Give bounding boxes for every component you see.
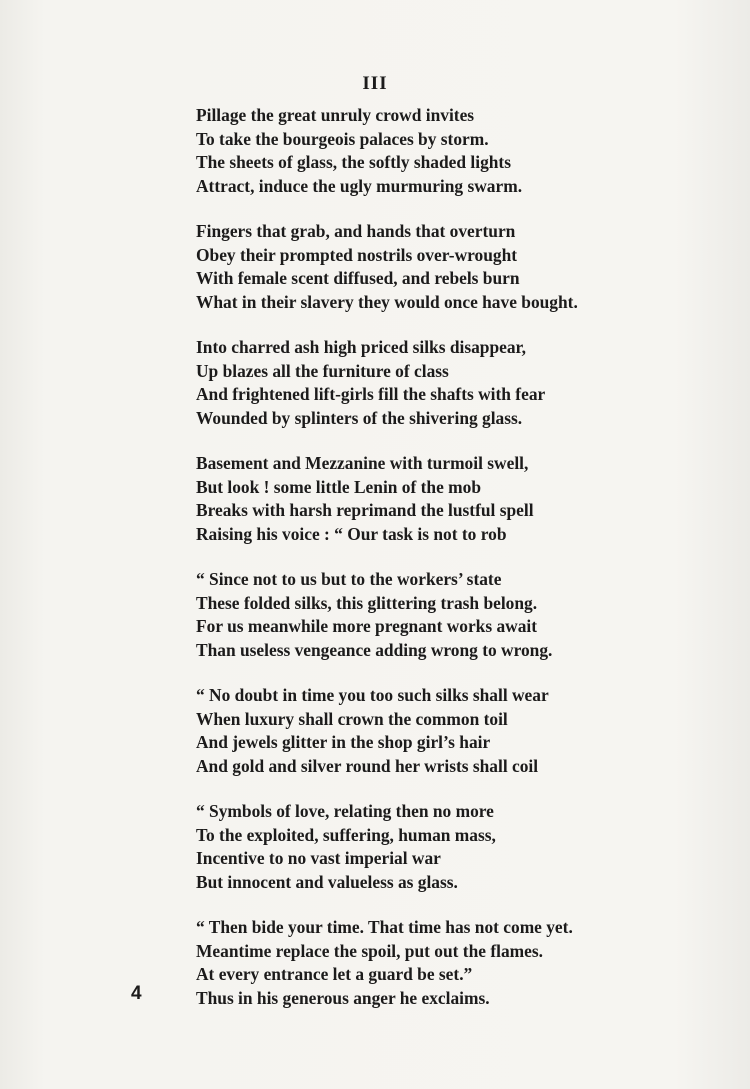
poem-line: But innocent and valueless as glass. — [196, 871, 458, 892]
poem-line: For us meanwhile more pregnant works await — [196, 616, 538, 636]
page-number: 4 — [131, 983, 142, 1004]
poem-line: And gold and silver round her wrists shall coil — [196, 755, 539, 776]
poem-line: Incentive to no vast imperial war — [196, 848, 441, 868]
poem-line: To take the bourgeois palaces by storm. — [196, 128, 489, 149]
poem-line: Meantime replace the spoil, put out the flames. — [196, 940, 543, 961]
poem-line: And jewels glitter in the shop girl’s hair — [196, 732, 491, 752]
poem-line: Wounded by splinters of the shivering glass. — [196, 407, 523, 428]
poem-line: “ Since not to us but to the workers’ state — [196, 569, 502, 589]
stanza — [196, 104, 726, 198]
poem-line: What in their slavery they would once have bought. — [196, 291, 578, 312]
poem-body — [196, 104, 726, 1032]
poem-line: Pillage the great unruly crowd invites — [196, 105, 475, 125]
poem-line: “ No doubt in time you too such silks shall wear — [196, 685, 549, 705]
poem-line: Obey their prompted nostrils over-wrought — [196, 244, 518, 265]
stanza — [196, 800, 726, 894]
stanza — [196, 568, 726, 662]
stanza — [196, 452, 726, 546]
poem-line: When luxury shall crown the common toil — [196, 708, 508, 729]
poem-line: Raising his voice : “ Our task is not to rob — [196, 523, 507, 544]
poem-line: And frightened lift-girls fill the shafts with fear — [196, 384, 546, 404]
poem-line: To the exploited, suffering, human mass, — [196, 824, 496, 845]
stanza — [196, 220, 726, 314]
poem-line: Basement and Mezzanine with turmoil swell, — [196, 453, 529, 473]
poem-line: Fingers that grab, and hands that overturn — [196, 221, 516, 241]
section-heading: III — [362, 73, 388, 94]
poem-line: Than useless vengeance adding wrong to wrong. — [196, 639, 553, 660]
stanza — [196, 916, 726, 1010]
poem-line: Attract, induce the ugly murmuring swarm. — [196, 175, 523, 196]
poem-line: These folded silks, this glittering trash belong. — [196, 592, 538, 613]
poem-line: With female scent diffused, and rebels burn — [196, 268, 520, 288]
poem-line: But look ! some little Lenin of the mob — [196, 476, 482, 497]
poem-line: Into charred ash high priced silks disappear, — [196, 337, 527, 357]
stanza — [196, 684, 726, 778]
poem-line: Thus in his generous anger he exclaims. — [196, 987, 490, 1008]
poem-line: The sheets of glass, the softly shaded lights — [196, 152, 511, 172]
stanza — [196, 336, 726, 430]
poem-line: At every entrance let a guard be set.” — [196, 964, 473, 984]
poem-line: Up blazes all the furniture of class — [196, 360, 449, 381]
poem-line: Breaks with harsh reprimand the lustful spell — [196, 500, 534, 520]
poem-line: “ Symbols of love, relating then no more — [196, 801, 494, 821]
poem-line: “ Then bide your time. That time has not come yet. — [196, 917, 573, 937]
